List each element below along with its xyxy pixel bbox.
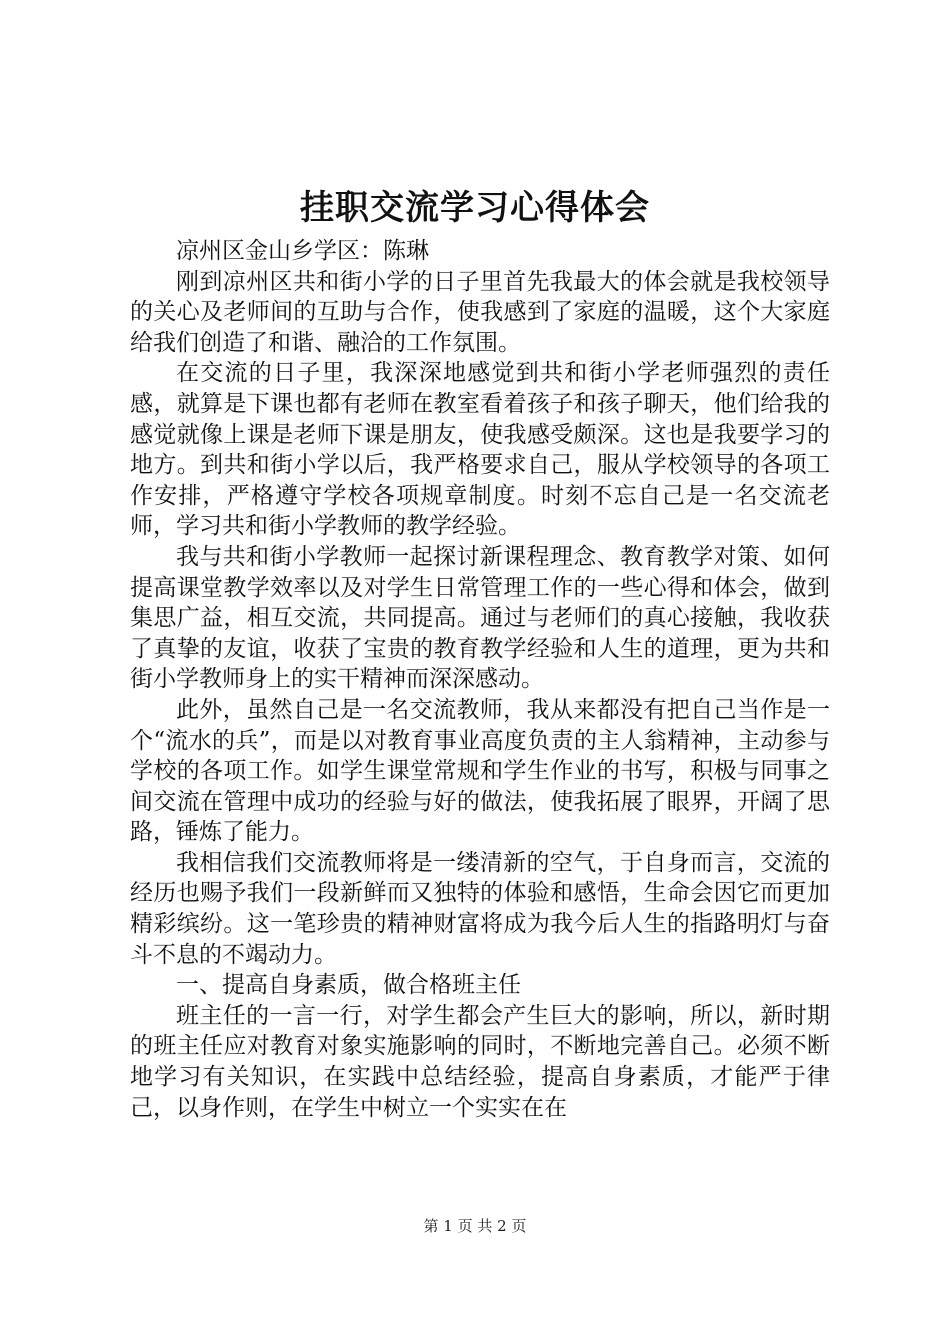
body-paragraph-3: 我与共和街小学教师一起探讨新课程理念、教育教学对策、如何提高课堂教学效率以及对学生日常管理工作的一些心得和体会，做到集思广益，相互交流，共同提高。通过与老师们的真心接触，我收获了真挚的友谊，收获了宝贵的教育教学经验和人生的道理，更为共和街小学教师身上的实干精神而深深感动。 [130,543,830,693]
body-paragraph-4: 此外，虽然自己是一名交流教师，我从来都没有把自己当作是一个“流水的兵”，而是以对教育事业高度负责的主人翁精神，主动参与学校的各项工作。如学生课堂常规和学生作业的书写，积极与同事之间交流在管理中成功的经验与好的做法，使我拓展了眼界，开阔了思路，锤炼了能力。 [130,696,830,846]
body-paragraph-5: 我相信我们交流教师将是一缕清新的空气，于自身而言，交流的经历也赐予我们一段新鲜而又独特的体验和感悟，生命会因它而更加精彩缤纷。这一笔珍贵的精神财富将成为我今后人生的指路明灯与奋斗不息的不竭动力。 [130,849,830,968]
body-paragraph-1: 刚到凉州区共和街小学的日子里首先我最大的体会就是我校领导的关心及老师间的互助与合作，使我感到了家庭的温暖，这个大家庭给我们创造了和谐、融洽的工作氛围。 [130,268,830,356]
page-footer: 第 1 页 共 2 页 [423,1217,527,1235]
document-title: 挂职交流学习心得体会 [300,188,650,228]
author-line: 凉州区金山乡学区：陈琳 [176,238,429,264]
document-body [130,236,830,1123]
body-paragraph-6: 班主任的一言一行，对学生都会产生巨大的影响，所以，新时期的班主任应对教育对象实施影响的同时，不断地完善自己。必须不断地学习有关知识，在实践中总结经验，提高自身素质，才能严于律己，以身作则，在学生中树立一个实实在在 [130,1002,830,1121]
section-heading: 一、提高自身素质，做合格班主任 [176,972,521,999]
body-paragraph-2: 在交流的日子里，我深深地感觉到共和街小学老师强烈的责任感，就算是下课也都有老师在教室看着孩子和孩子聊天，他们给我的感觉就像上课是老师下课是朋友，使我感受颇深。这也是我要学习的地方。到共和街小学以后，我严格要求自己，服从学校领导的各项工作安排，严格遵守学校各项规章制度。时刻不忘自己是一名交流老师，学习共和街小学教师的教学经验。 [130,360,830,540]
